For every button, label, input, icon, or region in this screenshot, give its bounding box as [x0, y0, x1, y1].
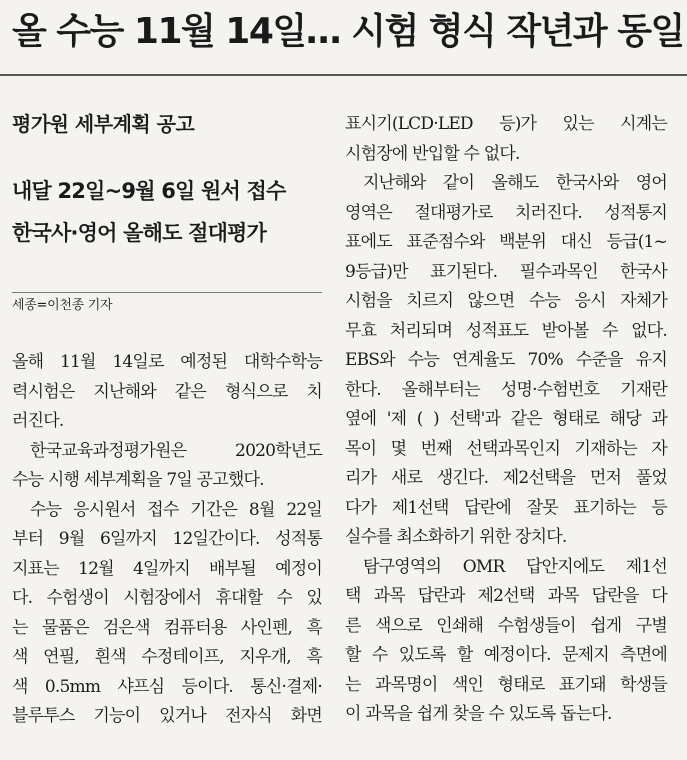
body-line: 색 0.5mm 샤프심 등이다. 통신·결제· — [12, 676, 322, 697]
headline-rule — [0, 74, 687, 76]
right-column-body — [345, 110, 667, 730]
body-line: 수능 응시원서 접수 기간은 8월 22일 — [30, 499, 322, 520]
body-line: 실수를 최소화하기 위한 장치다. — [345, 527, 567, 547]
body-line: 무효 처리되며 성적표도 받아볼 수 없다. — [345, 320, 667, 341]
body-line: 표에도 표준점수와 백분위 대신 등급(1~ — [345, 232, 667, 252]
body-line: 색 연필, 흰색 수정테이프, 지우개, 흑 — [12, 647, 322, 667]
body-line: 목이 몇 번째 선택과목인지 기재하는 자 — [345, 438, 667, 459]
body-line: 할 수 있도록 할 예정이다. 문제지 측면에 — [345, 645, 667, 665]
body-line: 부터 9월 6일까지 12일간이다. 성적통 — [12, 529, 322, 549]
kicker: 평가원 세부계획 공고 — [12, 112, 195, 136]
body-line: 옆에 '제 ( ) 선택'과 같은 형태로 해당 과 — [345, 409, 667, 429]
body-line: 력시험은 지난해와 같은 형식으로 치 — [12, 381, 322, 402]
body-line: 수능 시행 세부계획을 7일 공고했다. — [12, 470, 264, 490]
body-line: 시험장에 반입할 수 없다. — [345, 143, 520, 164]
body-line: 블루투스 기능이 있거나 전자식 화면 — [12, 706, 322, 726]
body-line: 지표는 12월 4일까지 배부될 예정이 — [12, 558, 322, 579]
body-line: 탐구영역의 OMR 답안지에도 제1선 — [363, 556, 667, 577]
body-line: 리가 새로 생긴다. 제2선택을 먼저 풀었 — [345, 468, 667, 488]
body-line: 른 색으로 인쇄해 수험생들이 쉽게 구별 — [345, 615, 667, 636]
body-line: 는 물품은 검은색 컴퓨터용 사인펜, 흑 — [12, 617, 322, 638]
body-line: 지난해와 같이 올해도 한국사와 영어 — [363, 173, 667, 193]
byline: 세종=이천종 기자 — [12, 298, 113, 313]
left-column-body — [12, 348, 322, 732]
body-line: 러진다. — [12, 411, 64, 431]
byline-rule — [12, 292, 322, 293]
body-line: 한국교육과정평가원은 2020학년도 — [30, 440, 322, 461]
subhead-1: 내달 22일~9월 6일 원서 접수 — [12, 179, 286, 203]
headline: 올 수능 11월 14일… 시험 형식 작년과 동일 — [12, 11, 684, 52]
body-line: 시험을 치르지 않으면 수능 응시 자체가 — [345, 291, 667, 311]
body-line: 택 과목 답란과 제2선택 과목 답란을 다 — [345, 586, 667, 606]
left-header-block — [12, 94, 324, 315]
body-line: 한다. 올해부터는 성명·수험번호 기재란 — [345, 379, 667, 400]
body-line: 올해 11월 14일로 예정된 대학수학능 — [12, 352, 322, 372]
body-line: 9등급)만 표기된다. 필수과목인 한국사 — [345, 261, 667, 282]
body-line: 이 과목을 쉽게 찾을 수 있도록 돕는다. — [345, 704, 612, 724]
body-line: 는 과목명이 색인 형태로 표기돼 학생들 — [345, 674, 667, 695]
body-line: 다가 제1선택 답란에 잘못 표기하는 등 — [345, 497, 667, 518]
body-line: 영역은 절대평가로 치러진다. 성적통지 — [345, 202, 667, 223]
body-line: 표시기(LCD·LED 등)가 있는 시계는 — [345, 114, 667, 134]
body-line: 다. 수험생이 시험장에서 휴대할 수 있 — [12, 588, 322, 608]
subhead-2: 한국사·영어 올해도 절대평가 — [12, 221, 267, 245]
body-line: EBS와 수능 연계율도 70% 수준을 유지 — [345, 350, 667, 370]
